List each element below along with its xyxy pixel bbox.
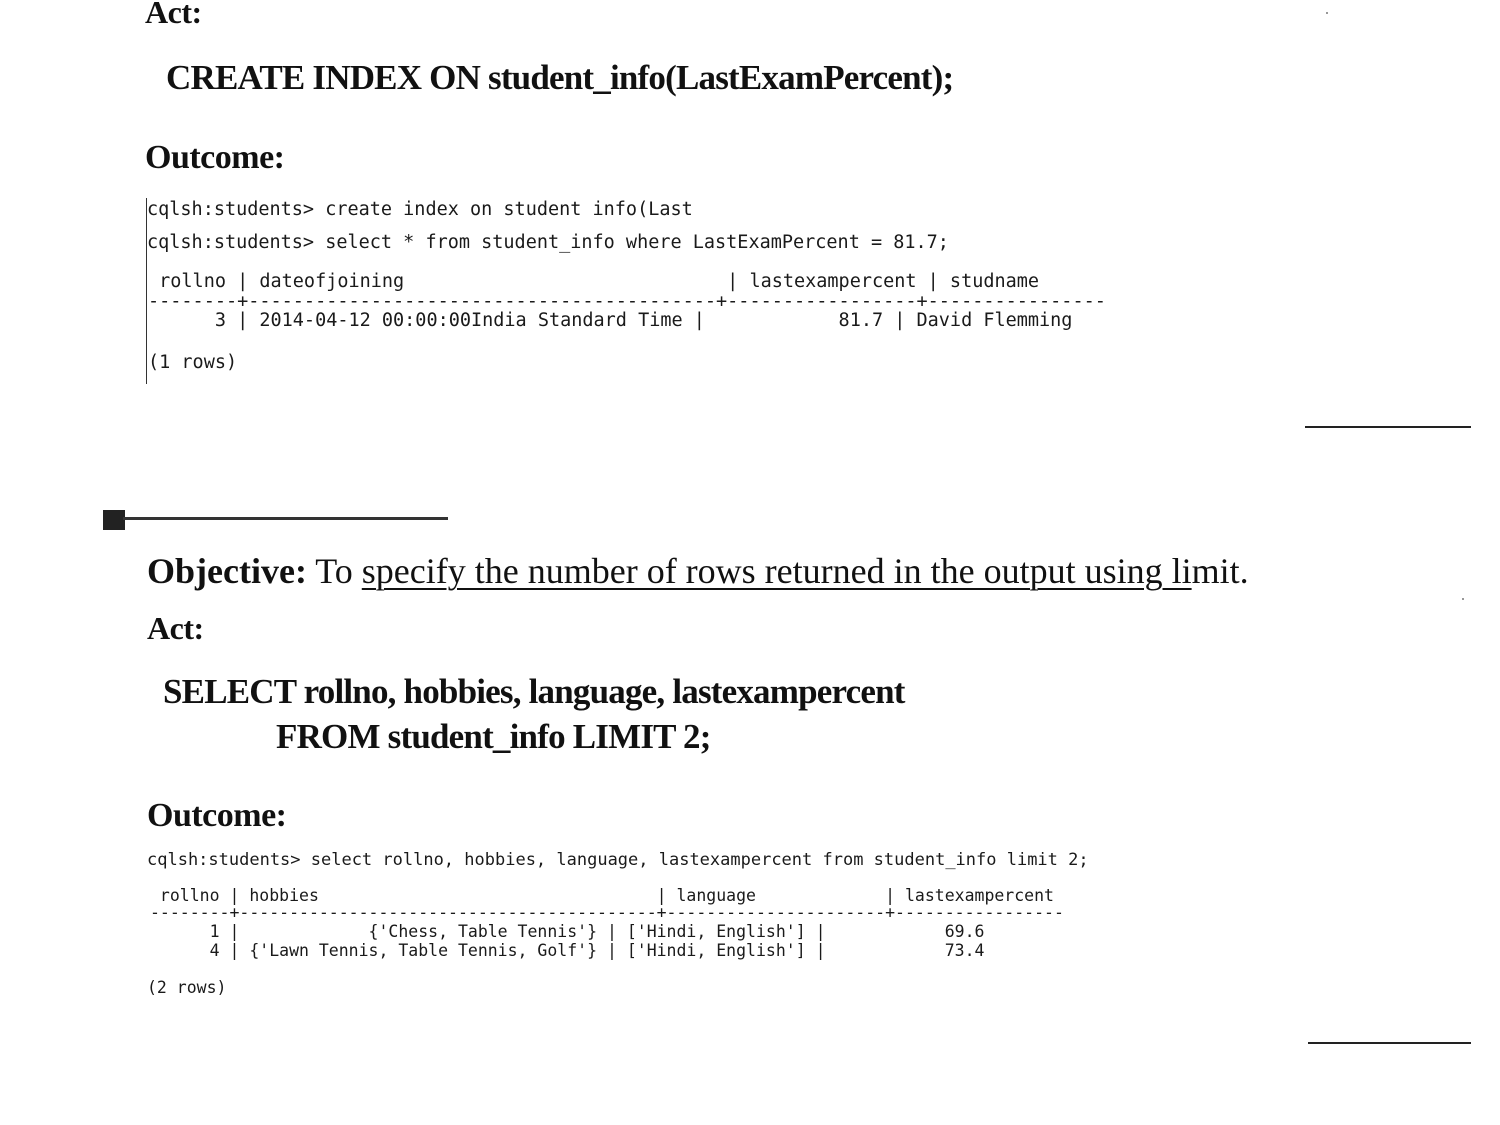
objective-text: specify the number of rows returned in the output using li	[361, 551, 1192, 591]
rows-count: (1 rows)	[148, 352, 238, 373]
result-table-header-2: rollno | hobbies | language | lastexampercent	[150, 886, 1054, 905]
result-table-header: rollno | dateofjoining | lastexampercent | studname	[148, 271, 1040, 292]
objective-line	[147, 550, 1249, 592]
result-table-row: 3 | 2014-04-12 00:00:00India Standard Time | 81.7 | David Flemming	[148, 310, 1073, 331]
objective-prefix: To	[315, 551, 362, 591]
result-table-separator-2: --------+------------------------------------------+----------------------+-----------------	[150, 903, 1064, 922]
result-table-row-2: 4 | {'Lawn Tennis, Table Tennis, Golf'} | ['Hindi, English'] | 73.4	[150, 941, 985, 960]
rows-count-2: (2 rows)	[147, 978, 227, 997]
right-margin-rule	[1305, 426, 1471, 428]
act-label: Act:	[145, 0, 202, 30]
scan-speck	[1462, 598, 1464, 600]
result-table-separator: --------+------------------------------------------+-----------------+----------------	[148, 291, 1106, 312]
create-index-command: CREATE INDEX ON student_info(LastExamPercent);	[166, 58, 954, 97]
outcome-label-2: Outcome:	[147, 797, 287, 834]
outcome-label: Outcome:	[145, 139, 285, 176]
scan-speck	[1326, 12, 1328, 14]
act-label-2: Act:	[147, 610, 204, 646]
result-table-row-1: 1 | {'Chess, Table Tennis'} | ['Hindi, English'] | 69.6	[150, 922, 985, 941]
objective-label: Objective:	[147, 551, 307, 591]
select-limit-command-line-1: SELECT rollno, hobbies, language, lastexampercent	[163, 672, 905, 711]
objective-suffix: mit.	[1191, 551, 1249, 591]
console-line-create-index: cqlsh:students> create index on student info(Last	[147, 199, 693, 220]
console-line-select-limit: cqlsh:students> select rollno, hobbies, language, lastexampercent from student_info limit 2;	[147, 850, 1089, 870]
console-line-select: cqlsh:students> select * from student_info where LastExamPercent = 81.7;	[147, 232, 949, 253]
right-margin-rule-2	[1308, 1042, 1471, 1044]
section-divider	[103, 508, 448, 530]
console-left-border	[146, 198, 147, 384]
select-limit-command-line-2: FROM student_info LIMIT 2;	[276, 717, 711, 756]
